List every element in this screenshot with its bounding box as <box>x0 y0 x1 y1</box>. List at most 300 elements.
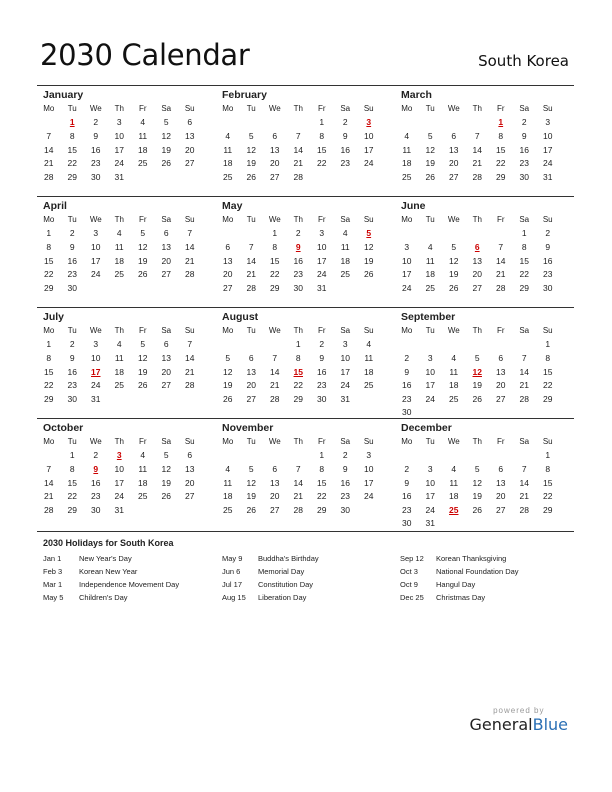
day-cell: 7 <box>295 130 301 141</box>
weekday-label: Th <box>293 215 303 225</box>
day-cell: 19 <box>161 144 171 155</box>
day-cell: 19 <box>472 491 482 502</box>
day-cell: 16 <box>91 144 101 155</box>
day-cell: 5 <box>248 130 254 141</box>
day-cell: 2 <box>521 117 527 128</box>
day-cell: 27 <box>161 269 171 280</box>
day-cell: 29 <box>543 504 553 515</box>
day-cell: 8 <box>69 463 75 474</box>
weekday-label: Th <box>472 326 482 336</box>
day-cell: 18 <box>223 491 233 502</box>
day-cell: 28 <box>185 380 195 391</box>
day-cell <box>442 449 466 463</box>
weekday-label: Th <box>114 215 124 225</box>
day-cell: 6 <box>451 130 457 141</box>
day-cell: 18 <box>114 366 124 377</box>
day-cell: 10 <box>91 241 101 252</box>
holiday-name: Korean New Year <box>79 567 138 576</box>
day-cell: 8 <box>272 241 278 252</box>
day-cell: 14 <box>44 144 54 155</box>
weekday-label: Tu <box>67 437 77 447</box>
day-cell: 10 <box>364 130 374 141</box>
day-cell <box>395 338 419 352</box>
day-cell: 22 <box>317 491 327 502</box>
weekday-label: Mo <box>401 215 413 225</box>
weekday-label: Tu <box>67 104 77 114</box>
day-cell: 2 <box>342 450 348 461</box>
day-cell: 9 <box>545 241 551 252</box>
month-name: March <box>401 89 432 101</box>
month-january <box>37 86 216 196</box>
day-cell: 15 <box>317 477 327 488</box>
weekday-label: Tu <box>67 215 77 225</box>
holiday-name: Hangul Day <box>436 580 476 589</box>
weekday-label: Tu <box>425 326 435 336</box>
day-cell: 19 <box>364 255 374 266</box>
day-cell: 29 <box>543 393 553 404</box>
weekday-label: Sa <box>519 437 530 447</box>
weekday-label: Fr <box>317 326 326 336</box>
day-cell: 6 <box>225 241 231 252</box>
day-cell <box>131 392 155 406</box>
weekday-label: Tu <box>67 326 77 336</box>
day-cell <box>357 227 381 241</box>
holiday-name: Children's Day <box>79 593 128 602</box>
holiday-item <box>222 578 319 591</box>
weekday-label: Mo <box>401 326 413 336</box>
day-cell: 1 <box>319 450 325 461</box>
weekday-label: We <box>447 437 460 447</box>
day-cell <box>287 116 311 130</box>
day-cell <box>513 406 537 420</box>
day-cell: 9 <box>342 130 348 141</box>
day-cell <box>155 281 179 295</box>
day-cell: 29 <box>44 393 54 404</box>
day-cell: 10 <box>114 130 124 141</box>
day-cell: 23 <box>91 491 101 502</box>
day-cell: 28 <box>293 504 303 515</box>
weekday-label: Fr <box>317 437 326 447</box>
day-cell: 25 <box>425 282 435 293</box>
day-cell: 26 <box>246 171 256 182</box>
day-cell: 18 <box>340 255 350 266</box>
day-cell <box>334 281 358 295</box>
day-cell: 30 <box>91 171 101 182</box>
day-cell: 15 <box>67 477 77 488</box>
day-cell: 18 <box>402 158 412 169</box>
day-cell: 4 <box>342 228 348 239</box>
day-cell: 19 <box>449 269 459 280</box>
day-cell: 14 <box>270 366 280 377</box>
day-cell: 26 <box>161 491 171 502</box>
day-cell <box>513 449 537 463</box>
day-cell: 8 <box>69 130 75 141</box>
weekday-label: Su <box>184 437 195 447</box>
day-cell: 27 <box>496 393 506 404</box>
day-cell: 14 <box>519 366 529 377</box>
day-cell: 2 <box>319 339 325 350</box>
weekday-label: We <box>89 104 102 114</box>
day-cell: 10 <box>317 241 327 252</box>
day-cell: 19 <box>223 380 233 391</box>
day-cell: 20 <box>161 366 171 377</box>
day-cell: 7 <box>295 463 301 474</box>
holiday-name: Buddha's Birthday <box>258 554 319 563</box>
month-october <box>37 419 216 531</box>
day-cell: 9 <box>69 241 75 252</box>
day-cell: 17 <box>91 255 101 266</box>
day-cell: 24 <box>402 282 412 293</box>
day-cell: 30 <box>293 282 303 293</box>
weekday-label: We <box>89 326 102 336</box>
day-cell: 30 <box>317 393 327 404</box>
weekday-label: Th <box>472 437 482 447</box>
day-cell: 11 <box>138 463 148 474</box>
day-cell: 22 <box>67 158 77 169</box>
day-cell: 31 <box>340 393 350 404</box>
day-cell <box>357 392 381 406</box>
day-cell: 15 <box>519 255 529 266</box>
day-cell: 24 <box>425 393 435 404</box>
day-cell <box>108 392 132 406</box>
day-cell <box>442 503 466 517</box>
holiday-item <box>222 565 319 578</box>
day-cell: 18 <box>114 255 124 266</box>
weekday-label: Sa <box>519 326 530 336</box>
weekday-label: We <box>268 437 281 447</box>
holiday-day: 12 <box>472 366 482 377</box>
day-cell: 4 <box>116 339 122 350</box>
day-cell: 17 <box>364 144 374 155</box>
day-cell: 4 <box>116 228 122 239</box>
day-cell: 2 <box>545 228 551 239</box>
day-cell: 2 <box>93 450 99 461</box>
day-cell: 5 <box>163 117 169 128</box>
weekday-label: Mo <box>401 437 413 447</box>
day-cell: 31 <box>317 282 327 293</box>
day-cell: 1 <box>545 450 551 461</box>
holiday-item <box>400 578 519 591</box>
day-cell: 12 <box>364 241 374 252</box>
day-cell: 20 <box>270 158 280 169</box>
day-cell: 14 <box>185 352 195 363</box>
day-cell: 9 <box>69 352 75 363</box>
holiday-item <box>222 591 319 604</box>
day-cell: 30 <box>402 407 412 418</box>
day-cell: 4 <box>427 241 433 252</box>
day-cell <box>357 503 381 517</box>
day-cell <box>466 240 490 254</box>
day-cell: 1 <box>46 228 52 239</box>
month-name: July <box>43 311 65 323</box>
day-cell <box>442 406 466 420</box>
day-cell: 25 <box>449 393 459 404</box>
day-cell: 4 <box>451 352 457 363</box>
day-cell: 14 <box>293 477 303 488</box>
day-cell: 10 <box>114 463 124 474</box>
day-cell <box>442 338 466 352</box>
day-cell: 20 <box>496 491 506 502</box>
holiday-name: New Year's Day <box>79 554 132 563</box>
day-cell: 24 <box>91 380 101 391</box>
day-cell <box>334 170 358 184</box>
day-cell: 10 <box>425 477 435 488</box>
day-cell: 28 <box>246 282 256 293</box>
day-cell: 23 <box>402 393 412 404</box>
day-cell: 24 <box>317 269 327 280</box>
month-name: December <box>401 422 452 434</box>
day-cell: 26 <box>472 504 482 515</box>
day-cell: 16 <box>340 144 350 155</box>
day-cell: 14 <box>293 144 303 155</box>
day-cell <box>466 406 490 420</box>
day-cell <box>216 449 240 463</box>
day-cell: 21 <box>293 158 303 169</box>
day-cell: 4 <box>225 130 231 141</box>
day-cell: 21 <box>246 269 256 280</box>
day-cell: 22 <box>543 380 553 391</box>
month-april <box>37 197 216 307</box>
holiday-day: 9 <box>93 463 99 474</box>
country-name: South Korea <box>478 52 569 70</box>
day-cell: 13 <box>496 366 506 377</box>
month-december <box>395 419 574 531</box>
weekday-label: Fr <box>138 437 147 447</box>
day-cell <box>489 338 513 352</box>
month-november <box>216 419 395 531</box>
weekday-label: Su <box>363 437 374 447</box>
day-cell: 19 <box>425 158 435 169</box>
day-cell: 1 <box>295 339 301 350</box>
day-cell: 14 <box>185 241 195 252</box>
day-cell: 15 <box>44 255 54 266</box>
month-march <box>395 86 574 196</box>
day-cell: 2 <box>69 339 75 350</box>
day-cell: 27 <box>270 171 280 182</box>
weekday-label: Fr <box>317 215 326 225</box>
day-cell: 6 <box>272 130 278 141</box>
day-cell: 18 <box>138 144 148 155</box>
day-cell: 22 <box>543 491 553 502</box>
brand-logo <box>470 706 568 734</box>
weekday-label: Mo <box>222 104 234 114</box>
day-cell: 7 <box>272 352 278 363</box>
day-cell: 13 <box>223 255 233 266</box>
day-cell: 8 <box>295 352 301 363</box>
day-cell: 19 <box>161 477 171 488</box>
weekday-label: Mo <box>43 326 55 336</box>
day-cell: 27 <box>223 282 233 293</box>
day-cell: 13 <box>185 130 195 141</box>
day-cell <box>131 503 155 517</box>
day-cell <box>240 227 264 241</box>
weekday-label: Sa <box>161 104 172 114</box>
day-cell: 26 <box>138 269 148 280</box>
weekday-label: Fr <box>496 215 505 225</box>
day-cell: 6 <box>272 463 278 474</box>
day-cell: 12 <box>449 255 459 266</box>
day-cell <box>108 281 132 295</box>
day-cell <box>419 338 443 352</box>
holiday-item <box>43 578 179 591</box>
day-cell: 28 <box>293 171 303 182</box>
day-cell: 12 <box>138 241 148 252</box>
day-cell <box>419 116 443 130</box>
day-cell: 10 <box>91 352 101 363</box>
day-cell: 9 <box>319 352 325 363</box>
day-cell: 21 <box>185 255 195 266</box>
day-cell: 27 <box>496 504 506 515</box>
day-cell: 16 <box>402 491 412 502</box>
weekday-label: Th <box>472 215 482 225</box>
weekday-label: Sa <box>340 326 351 336</box>
day-cell: 24 <box>364 491 374 502</box>
day-cell <box>489 116 513 130</box>
month-name: September <box>401 311 456 323</box>
day-cell: 30 <box>67 282 77 293</box>
day-cell: 2 <box>404 352 410 363</box>
day-cell <box>108 449 132 463</box>
holiday-date: Jul 17 <box>222 580 243 589</box>
weekday-label: Sa <box>161 437 172 447</box>
day-cell <box>395 116 419 130</box>
day-cell <box>466 365 490 379</box>
day-cell <box>310 170 334 184</box>
day-cell <box>287 240 311 254</box>
day-cell: 16 <box>402 380 412 391</box>
day-cell: 17 <box>340 366 350 377</box>
day-cell <box>263 338 287 352</box>
day-cell: 19 <box>246 491 256 502</box>
day-cell: 28 <box>44 171 54 182</box>
holiday-item <box>43 552 179 565</box>
day-cell <box>357 116 381 130</box>
day-cell: 15 <box>543 366 553 377</box>
day-cell: 7 <box>498 241 504 252</box>
day-cell <box>240 338 264 352</box>
day-cell: 16 <box>293 255 303 266</box>
day-cell <box>178 392 202 406</box>
day-cell: 25 <box>223 171 233 182</box>
day-cell: 10 <box>364 463 374 474</box>
day-cell: 26 <box>161 158 171 169</box>
day-cell: 11 <box>340 241 350 252</box>
day-cell: 2 <box>342 117 348 128</box>
holiday-item <box>400 565 519 578</box>
holiday-name: National Foundation Day <box>436 567 519 576</box>
day-cell: 14 <box>496 255 506 266</box>
day-cell: 4 <box>225 463 231 474</box>
day-cell: 22 <box>293 380 303 391</box>
day-cell: 5 <box>140 339 146 350</box>
day-cell: 30 <box>340 504 350 515</box>
day-cell: 26 <box>472 393 482 404</box>
day-cell: 18 <box>364 366 374 377</box>
day-cell <box>131 281 155 295</box>
day-cell: 2 <box>93 117 99 128</box>
day-cell: 13 <box>270 144 280 155</box>
holiday-date: May 5 <box>43 593 64 602</box>
weekday-label: Fr <box>496 104 505 114</box>
day-cell: 8 <box>521 241 527 252</box>
day-cell: 13 <box>161 352 171 363</box>
day-cell: 11 <box>425 255 435 266</box>
month-name: October <box>43 422 84 434</box>
day-cell: 13 <box>472 255 482 266</box>
day-cell: 12 <box>246 144 256 155</box>
day-cell: 12 <box>246 477 256 488</box>
day-cell: 21 <box>185 366 195 377</box>
day-cell: 6 <box>187 117 193 128</box>
day-cell: 21 <box>270 380 280 391</box>
day-cell <box>155 503 179 517</box>
day-cell <box>178 170 202 184</box>
day-cell: 26 <box>449 282 459 293</box>
day-cell: 16 <box>543 255 553 266</box>
weekday-label: Th <box>114 437 124 447</box>
day-cell: 25 <box>340 269 350 280</box>
weekday-label: Su <box>363 326 374 336</box>
weekday-label: Mo <box>222 215 234 225</box>
day-cell: 3 <box>366 450 372 461</box>
weekday-label: Sa <box>340 215 351 225</box>
holiday-name: Memorial Day <box>258 567 305 576</box>
day-cell: 31 <box>91 393 101 404</box>
day-cell: 27 <box>449 171 459 182</box>
day-cell: 24 <box>114 158 124 169</box>
day-cell: 19 <box>138 366 148 377</box>
holiday-day: 17 <box>91 366 101 377</box>
holiday-day: 6 <box>474 241 480 252</box>
weekday-label: Tu <box>425 215 435 225</box>
day-cell <box>178 281 202 295</box>
day-cell <box>536 406 560 420</box>
day-cell: 23 <box>67 380 77 391</box>
day-cell <box>442 517 466 531</box>
day-cell: 3 <box>93 339 99 350</box>
day-cell: 2 <box>295 228 301 239</box>
holiday-day: 9 <box>295 241 301 252</box>
day-cell: 5 <box>474 352 480 363</box>
weekday-label: Fr <box>138 215 147 225</box>
day-cell: 5 <box>225 352 231 363</box>
day-cell: 5 <box>427 130 433 141</box>
month-june <box>395 197 574 307</box>
powered-by-text: powered by <box>493 706 545 715</box>
day-cell: 25 <box>114 380 124 391</box>
day-cell: 11 <box>114 241 124 252</box>
day-cell <box>419 227 443 241</box>
holiday-day: 5 <box>366 228 372 239</box>
day-cell: 24 <box>543 158 553 169</box>
day-cell: 6 <box>498 463 504 474</box>
day-cell: 29 <box>67 504 77 515</box>
day-cell: 23 <box>340 491 350 502</box>
day-cell: 21 <box>496 269 506 280</box>
day-cell: 8 <box>319 130 325 141</box>
holiday-name: Liberation Day <box>258 593 307 602</box>
day-cell <box>395 449 419 463</box>
calendar-row <box>37 418 574 532</box>
weekday-label: Sa <box>340 437 351 447</box>
day-cell: 29 <box>293 393 303 404</box>
day-cell: 30 <box>67 393 77 404</box>
day-cell: 6 <box>187 450 193 461</box>
day-cell: 11 <box>449 366 459 377</box>
day-cell: 4 <box>451 463 457 474</box>
day-cell: 20 <box>449 158 459 169</box>
day-cell: 8 <box>498 130 504 141</box>
